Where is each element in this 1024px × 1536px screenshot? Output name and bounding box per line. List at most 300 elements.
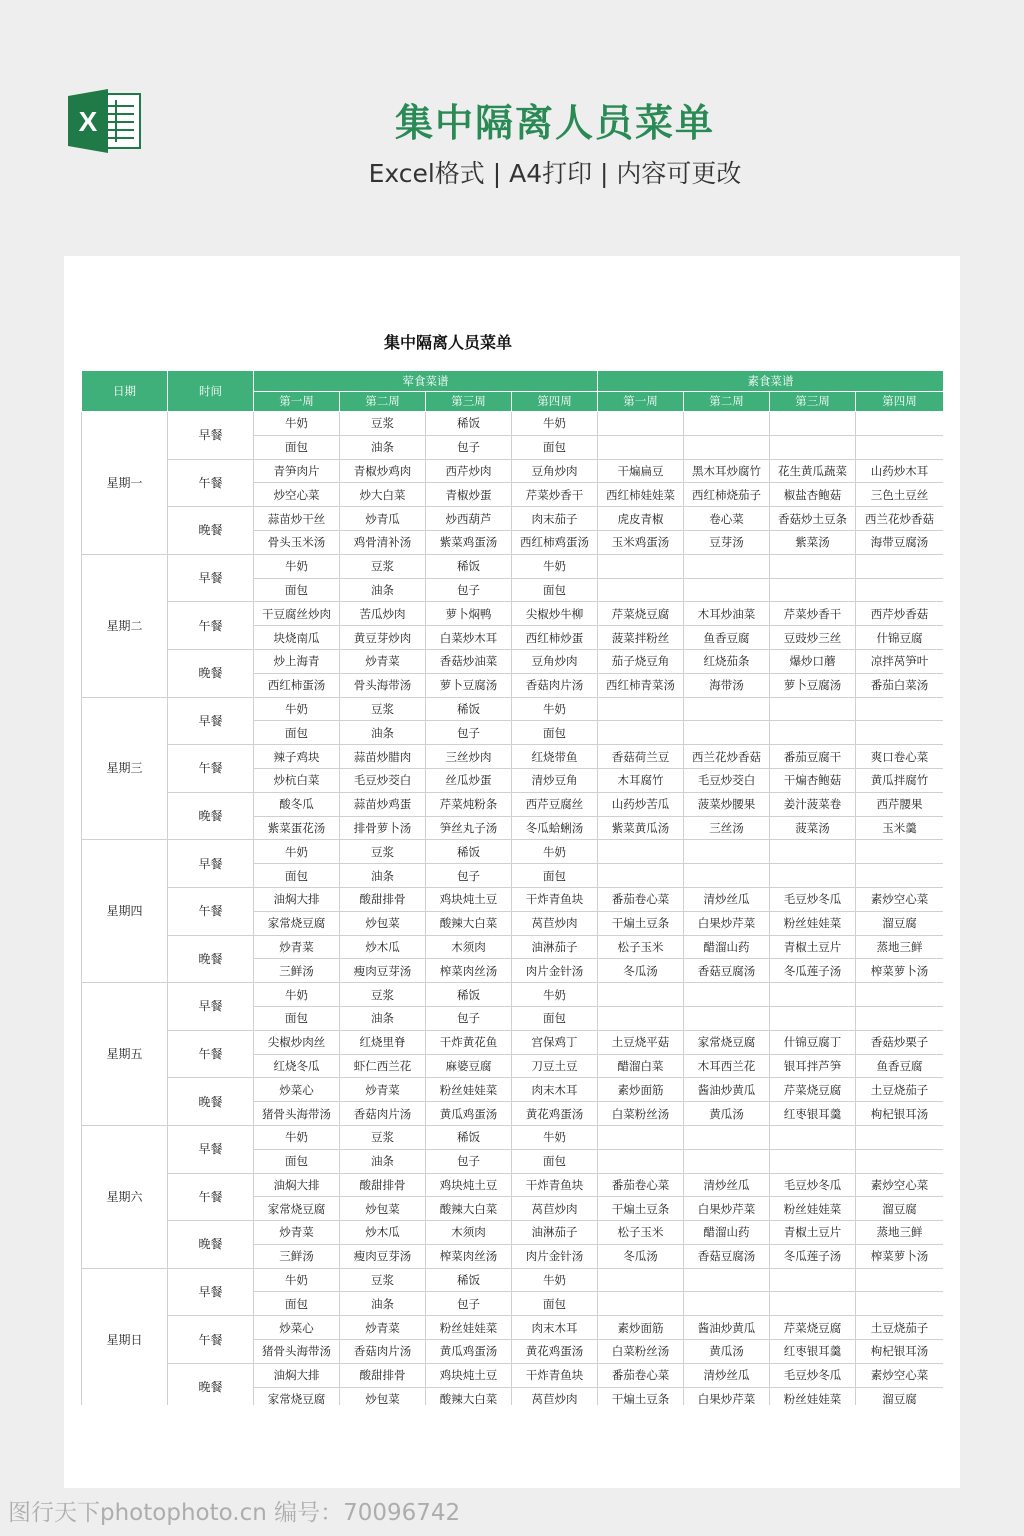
dish-cell[interactable]	[684, 1292, 770, 1316]
dish-cell[interactable]: 包子	[426, 864, 512, 888]
dish-cell[interactable]: 三丝炒肉	[426, 745, 512, 769]
dish-cell[interactable]: 面包	[254, 435, 340, 459]
dish-cell[interactable]: 黄瓜鸡蛋汤	[426, 1340, 512, 1364]
dish-cell[interactable]: 榨菜肉丝汤	[426, 959, 512, 983]
dish-cell[interactable]	[856, 412, 944, 436]
dish-cell[interactable]	[598, 1149, 684, 1173]
dish-cell[interactable]: 三鲜汤	[254, 1244, 340, 1268]
dish-cell[interactable]: 豆浆	[340, 983, 426, 1007]
dish-cell[interactable]: 肉片金针汤	[512, 959, 598, 983]
dish-cell[interactable]: 木须肉	[426, 935, 512, 959]
dish-cell[interactable]: 红烧里脊	[340, 1030, 426, 1054]
dish-cell[interactable]: 蒜苗炒鸡蛋	[340, 792, 426, 816]
dish-cell[interactable]: 炒大白菜	[340, 483, 426, 507]
dish-cell[interactable]	[770, 721, 856, 745]
dish-cell[interactable]: 刀豆土豆	[512, 1054, 598, 1078]
dish-cell[interactable]: 牛奶	[254, 840, 340, 864]
dish-cell[interactable]: 香菇肉片汤	[512, 673, 598, 697]
dish-cell[interactable]: 骨头玉米汤	[254, 530, 340, 554]
dish-cell[interactable]: 白菜粉丝汤	[598, 1340, 684, 1364]
dish-cell[interactable]: 面包	[512, 435, 598, 459]
dish-cell[interactable]: 黑木耳炒腐竹	[684, 459, 770, 483]
dish-cell[interactable]: 炒青菜	[340, 649, 426, 673]
dish-cell[interactable]: 肉片金针汤	[512, 1244, 598, 1268]
dish-cell[interactable]: 油条	[340, 721, 426, 745]
dish-cell[interactable]: 炒菜心	[254, 1316, 340, 1340]
dish-cell[interactable]	[684, 1268, 770, 1292]
dish-cell[interactable]: 西芹腰果	[856, 792, 944, 816]
dish-cell[interactable]	[684, 840, 770, 864]
dish-cell[interactable]: 面包	[512, 1292, 598, 1316]
dish-cell[interactable]: 醋溜山药	[684, 935, 770, 959]
dish-cell[interactable]: 番茄白菜汤	[856, 673, 944, 697]
dish-cell[interactable]: 牛奶	[512, 554, 598, 578]
dish-cell[interactable]: 面包	[512, 1006, 598, 1030]
dish-cell[interactable]: 玉米羹	[856, 816, 944, 840]
dish-cell[interactable]: 干炸青鱼块	[512, 1363, 598, 1387]
dish-cell[interactable]: 清炒丝瓜	[684, 1173, 770, 1197]
dish-cell[interactable]	[856, 435, 944, 459]
dish-cell[interactable]: 素炒面筋	[598, 1316, 684, 1340]
dish-cell[interactable]: 丝瓜炒蛋	[426, 768, 512, 792]
dish-cell[interactable]: 干煸杏鲍菇	[770, 768, 856, 792]
dish-cell[interactable]: 家常烧豆腐	[254, 911, 340, 935]
dish-cell[interactable]: 黄花鸡蛋汤	[512, 1340, 598, 1364]
dish-cell[interactable]: 豆浆	[340, 412, 426, 436]
dish-cell[interactable]: 红烧冬瓜	[254, 1054, 340, 1078]
dish-cell[interactable]: 麻婆豆腐	[426, 1054, 512, 1078]
dish-cell[interactable]	[770, 864, 856, 888]
dish-cell[interactable]: 香菇肉片汤	[340, 1102, 426, 1126]
dish-cell[interactable]: 豆浆	[340, 1268, 426, 1292]
dish-cell[interactable]: 面包	[512, 578, 598, 602]
dish-cell[interactable]: 萝卜焖鸭	[426, 602, 512, 626]
dish-cell[interactable]: 土豆烧茄子	[856, 1316, 944, 1340]
dish-cell[interactable]: 青椒炒蛋	[426, 483, 512, 507]
dish-cell[interactable]	[598, 1292, 684, 1316]
dish-cell[interactable]: 面包	[254, 578, 340, 602]
dish-cell[interactable]: 辣子鸡块	[254, 745, 340, 769]
dish-cell[interactable]: 包子	[426, 578, 512, 602]
dish-cell[interactable]: 黄瓜拌腐竹	[856, 768, 944, 792]
dish-cell[interactable]: 稀饭	[426, 983, 512, 1007]
dish-cell[interactable]: 肉末木耳	[512, 1316, 598, 1340]
dish-cell[interactable]: 莴苣炒肉	[512, 1387, 598, 1405]
dish-cell[interactable]	[856, 1149, 944, 1173]
dish-cell[interactable]: 卷心菜	[684, 507, 770, 531]
dish-cell[interactable]: 稀饭	[426, 412, 512, 436]
dish-cell[interactable]: 醋溜山药	[684, 1221, 770, 1245]
dish-cell[interactable]: 排骨萝卜汤	[340, 816, 426, 840]
dish-cell[interactable]: 冬瓜蛤蜊汤	[512, 816, 598, 840]
dish-cell[interactable]: 香菇炒栗子	[856, 1030, 944, 1054]
dish-cell[interactable]	[598, 697, 684, 721]
dish-cell[interactable]	[770, 1292, 856, 1316]
dish-cell[interactable]: 芹菜炒香干	[512, 483, 598, 507]
dish-cell[interactable]: 黄豆芽炒肉	[340, 626, 426, 650]
dish-cell[interactable]: 凉拌莴笋叶	[856, 649, 944, 673]
dish-cell[interactable]: 油条	[340, 435, 426, 459]
dish-cell[interactable]: 毛豆炒冬瓜	[770, 1173, 856, 1197]
dish-cell[interactable]: 冬瓜莲子汤	[770, 1244, 856, 1268]
dish-cell[interactable]: 牛奶	[512, 983, 598, 1007]
dish-cell[interactable]: 爽口卷心菜	[856, 745, 944, 769]
dish-cell[interactable]	[770, 412, 856, 436]
dish-cell[interactable]: 木耳炒油菜	[684, 602, 770, 626]
dish-cell[interactable]: 酸辣大白菜	[426, 1387, 512, 1405]
dish-cell[interactable]: 玉米鸡蛋汤	[598, 530, 684, 554]
dish-cell[interactable]: 稀饭	[426, 554, 512, 578]
dish-cell[interactable]: 粉丝娃娃菜	[770, 911, 856, 935]
dish-cell[interactable]: 菠菜炒腰果	[684, 792, 770, 816]
dish-cell[interactable]: 番茄豆腐干	[770, 745, 856, 769]
dish-cell[interactable]: 酱油炒黄瓜	[684, 1316, 770, 1340]
dish-cell[interactable]	[856, 1125, 944, 1149]
dish-cell[interactable]: 茄子烧豆角	[598, 649, 684, 673]
dish-cell[interactable]: 蒸地三鲜	[856, 935, 944, 959]
dish-cell[interactable]: 炒青菜	[340, 1316, 426, 1340]
dish-cell[interactable]: 冬瓜汤	[598, 959, 684, 983]
dish-cell[interactable]: 清炒豆角	[512, 768, 598, 792]
dish-cell[interactable]: 稀饭	[426, 840, 512, 864]
dish-cell[interactable]: 番茄卷心菜	[598, 1173, 684, 1197]
dish-cell[interactable]: 干炸青鱼块	[512, 1173, 598, 1197]
dish-cell[interactable]: 干豆腐丝炒肉	[254, 602, 340, 626]
dish-cell[interactable]: 木耳西兰花	[684, 1054, 770, 1078]
dish-cell[interactable]: 海带汤	[684, 673, 770, 697]
dish-cell[interactable]: 姜汁菠菜卷	[770, 792, 856, 816]
dish-cell[interactable]: 榨菜肉丝汤	[426, 1244, 512, 1268]
dish-cell[interactable]: 蒸地三鲜	[856, 1221, 944, 1245]
dish-cell[interactable]: 尖椒炒牛柳	[512, 602, 598, 626]
dish-cell[interactable]: 毛豆炒冬瓜	[770, 1363, 856, 1387]
dish-cell[interactable]: 番茄卷心菜	[598, 887, 684, 911]
dish-cell[interactable]: 鱼香豆腐	[684, 626, 770, 650]
dish-cell[interactable]: 粉丝娃娃菜	[426, 1078, 512, 1102]
dish-cell[interactable]: 西红柿烧茄子	[684, 483, 770, 507]
dish-cell[interactable]	[684, 697, 770, 721]
dish-cell[interactable]: 笋丝丸子汤	[426, 816, 512, 840]
dish-cell[interactable]: 香菇荷兰豆	[598, 745, 684, 769]
dish-cell[interactable]: 炒空心菜	[254, 483, 340, 507]
dish-cell[interactable]: 醋溜白菜	[598, 1054, 684, 1078]
dish-cell[interactable]	[856, 983, 944, 1007]
dish-cell[interactable]: 萝卜豆腐汤	[426, 673, 512, 697]
dish-cell[interactable]: 面包	[254, 864, 340, 888]
dish-cell[interactable]: 毛豆炒冬瓜	[770, 887, 856, 911]
dish-cell[interactable]: 炒包菜	[340, 1197, 426, 1221]
dish-cell[interactable]: 西兰花炒香菇	[684, 745, 770, 769]
dish-cell[interactable]: 什锦豆腐	[856, 626, 944, 650]
dish-cell[interactable]: 面包	[512, 864, 598, 888]
dish-cell[interactable]: 油焖大排	[254, 1173, 340, 1197]
dish-cell[interactable]: 素炒面筋	[598, 1078, 684, 1102]
dish-cell[interactable]: 紫菜鸡蛋汤	[426, 530, 512, 554]
dish-cell[interactable]	[856, 697, 944, 721]
dish-cell[interactable]: 油淋茄子	[512, 935, 598, 959]
dish-cell[interactable]: 油条	[340, 1292, 426, 1316]
dish-cell[interactable]: 西兰花炒香菇	[856, 507, 944, 531]
dish-cell[interactable]	[856, 1006, 944, 1030]
dish-cell[interactable]: 白菜粉丝汤	[598, 1102, 684, 1126]
dish-cell[interactable]: 炒杭白菜	[254, 768, 340, 792]
dish-cell[interactable]	[684, 578, 770, 602]
dish-cell[interactable]: 豆浆	[340, 554, 426, 578]
dish-cell[interactable]	[856, 721, 944, 745]
dish-cell[interactable]	[770, 578, 856, 602]
dish-cell[interactable]: 虾仁西兰花	[340, 1054, 426, 1078]
dish-cell[interactable]: 西红柿娃娃菜	[598, 483, 684, 507]
dish-cell[interactable]: 牛奶	[512, 840, 598, 864]
dish-cell[interactable]: 油条	[340, 1006, 426, 1030]
dish-cell[interactable]: 豆角炒肉	[512, 649, 598, 673]
dish-cell[interactable]: 干炸青鱼块	[512, 887, 598, 911]
dish-cell[interactable]: 炒木瓜	[340, 935, 426, 959]
dish-cell[interactable]: 炒菜心	[254, 1078, 340, 1102]
dish-cell[interactable]: 香菇肉片汤	[340, 1340, 426, 1364]
dish-cell[interactable]: 苦瓜炒肉	[340, 602, 426, 626]
dish-cell[interactable]: 稀饭	[426, 1268, 512, 1292]
dish-cell[interactable]: 炒青瓜	[340, 507, 426, 531]
dish-cell[interactable]: 椒盐杏鲍菇	[770, 483, 856, 507]
dish-cell[interactable]: 粉丝娃娃菜	[426, 1316, 512, 1340]
dish-cell[interactable]: 鸡块炖土豆	[426, 1363, 512, 1387]
dish-cell[interactable]: 油条	[340, 1149, 426, 1173]
dish-cell[interactable]: 猪骨头海带汤	[254, 1102, 340, 1126]
dish-cell[interactable]: 西红柿炒蛋	[512, 626, 598, 650]
dish-cell[interactable]: 花生黄瓜蔬菜	[770, 459, 856, 483]
dish-cell[interactable]: 骨头海带汤	[340, 673, 426, 697]
dish-cell[interactable]: 鱼香豆腐	[856, 1054, 944, 1078]
dish-cell[interactable]: 青椒土豆片	[770, 935, 856, 959]
dish-cell[interactable]	[684, 864, 770, 888]
dish-cell[interactable]: 虎皮青椒	[598, 507, 684, 531]
dish-cell[interactable]: 白果炒芹菜	[684, 911, 770, 935]
dish-cell[interactable]: 西芹炒肉	[426, 459, 512, 483]
dish-cell[interactable]	[856, 864, 944, 888]
dish-cell[interactable]: 莴苣炒肉	[512, 1197, 598, 1221]
dish-cell[interactable]	[598, 840, 684, 864]
dish-cell[interactable]: 豆芽汤	[684, 530, 770, 554]
dish-cell[interactable]	[684, 1125, 770, 1149]
dish-cell[interactable]: 素炒空心菜	[856, 1363, 944, 1387]
dish-cell[interactable]: 素炒空心菜	[856, 887, 944, 911]
dish-cell[interactable]	[598, 721, 684, 745]
dish-cell[interactable]	[770, 1268, 856, 1292]
dish-cell[interactable]	[684, 554, 770, 578]
dish-cell[interactable]: 紫菜黄瓜汤	[598, 816, 684, 840]
dish-cell[interactable]: 油焖大排	[254, 1363, 340, 1387]
dish-cell[interactable]: 青笋肉片	[254, 459, 340, 483]
dish-cell[interactable]: 瘦肉豆芽汤	[340, 959, 426, 983]
dish-cell[interactable]: 榨菜萝卜汤	[856, 1244, 944, 1268]
dish-cell[interactable]: 毛豆炒茭白	[684, 768, 770, 792]
dish-cell[interactable]: 酱油炒黄瓜	[684, 1078, 770, 1102]
dish-cell[interactable]: 白菜炒木耳	[426, 626, 512, 650]
dish-cell[interactable]: 冬瓜汤	[598, 1244, 684, 1268]
dish-cell[interactable]: 酸甜排骨	[340, 1363, 426, 1387]
dish-cell[interactable]: 溜豆腐	[856, 1387, 944, 1405]
dish-cell[interactable]: 炒包菜	[340, 1387, 426, 1405]
dish-cell[interactable]	[684, 721, 770, 745]
dish-cell[interactable]: 白果炒芹菜	[684, 1197, 770, 1221]
dish-cell[interactable]	[598, 864, 684, 888]
dish-cell[interactable]	[598, 578, 684, 602]
dish-cell[interactable]	[598, 412, 684, 436]
dish-cell[interactable]: 山药炒木耳	[856, 459, 944, 483]
dish-cell[interactable]: 牛奶	[512, 1268, 598, 1292]
dish-cell[interactable]: 猪骨头海带汤	[254, 1340, 340, 1364]
dish-cell[interactable]: 红枣银耳羹	[770, 1340, 856, 1364]
dish-cell[interactable]: 包子	[426, 1149, 512, 1173]
dish-cell[interactable]	[856, 1292, 944, 1316]
dish-cell[interactable]: 家常烧豆腐	[684, 1030, 770, 1054]
dish-cell[interactable]: 芹菜炒香干	[770, 602, 856, 626]
dish-cell[interactable]	[598, 435, 684, 459]
dish-cell[interactable]	[770, 1006, 856, 1030]
dish-cell[interactable]: 酸辣大白菜	[426, 1197, 512, 1221]
dish-cell[interactable]: 青椒炒鸡肉	[340, 459, 426, 483]
dish-cell[interactable]: 枸杞银耳汤	[856, 1102, 944, 1126]
dish-cell[interactable]: 黄花鸡蛋汤	[512, 1102, 598, 1126]
dish-cell[interactable]	[856, 554, 944, 578]
dish-cell[interactable]	[684, 435, 770, 459]
dish-cell[interactable]: 豆角炒肉	[512, 459, 598, 483]
dish-cell[interactable]: 香菇豆腐汤	[684, 959, 770, 983]
dish-cell[interactable]	[684, 412, 770, 436]
dish-cell[interactable]: 爆炒口蘑	[770, 649, 856, 673]
dish-cell[interactable]: 油条	[340, 864, 426, 888]
dish-cell[interactable]: 素炒空心菜	[856, 1173, 944, 1197]
dish-cell[interactable]: 包子	[426, 1292, 512, 1316]
dish-cell[interactable]: 西红柿蛋汤	[254, 673, 340, 697]
dish-cell[interactable]: 银耳拌芦笋	[770, 1054, 856, 1078]
dish-cell[interactable]: 冬瓜莲子汤	[770, 959, 856, 983]
dish-cell[interactable]: 肉末茄子	[512, 507, 598, 531]
dish-cell[interactable]: 牛奶	[512, 697, 598, 721]
dish-cell[interactable]: 牛奶	[512, 1125, 598, 1149]
dish-cell[interactable]: 炒木瓜	[340, 1221, 426, 1245]
dish-cell[interactable]: 面包	[512, 1149, 598, 1173]
dish-cell[interactable]: 干炸黄花鱼	[426, 1030, 512, 1054]
dish-cell[interactable]	[856, 1268, 944, 1292]
dish-cell[interactable]: 木须肉	[426, 1221, 512, 1245]
dish-cell[interactable]	[770, 983, 856, 1007]
dish-cell[interactable]: 紫菜汤	[770, 530, 856, 554]
dish-cell[interactable]	[598, 1268, 684, 1292]
dish-cell[interactable]: 蒜苗炒干丝	[254, 507, 340, 531]
dish-cell[interactable]: 鸡块炖土豆	[426, 1173, 512, 1197]
dish-cell[interactable]: 牛奶	[254, 1268, 340, 1292]
dish-cell[interactable]: 牛奶	[254, 697, 340, 721]
dish-cell[interactable]	[598, 983, 684, 1007]
dish-cell[interactable]: 清炒丝瓜	[684, 887, 770, 911]
dish-cell[interactable]: 香菇豆腐汤	[684, 1244, 770, 1268]
dish-cell[interactable]: 番茄卷心菜	[598, 1363, 684, 1387]
dish-cell[interactable]: 酸辣大白菜	[426, 911, 512, 935]
dish-cell[interactable]: 粉丝娃娃菜	[770, 1387, 856, 1405]
dish-cell[interactable]: 芹菜烧豆腐	[598, 602, 684, 626]
dish-cell[interactable]: 包子	[426, 721, 512, 745]
dish-cell[interactable]: 炒西葫芦	[426, 507, 512, 531]
dish-cell[interactable]: 红烧带鱼	[512, 745, 598, 769]
dish-cell[interactable]: 肉末木耳	[512, 1078, 598, 1102]
dish-cell[interactable]: 菠菜汤	[770, 816, 856, 840]
dish-cell[interactable]: 豆豉炒三丝	[770, 626, 856, 650]
dish-cell[interactable]: 莴苣炒肉	[512, 911, 598, 935]
dish-cell[interactable]: 三色土豆丝	[856, 483, 944, 507]
dish-cell[interactable]: 松子玉米	[598, 1221, 684, 1245]
dish-cell[interactable]: 黄瓜鸡蛋汤	[426, 1102, 512, 1126]
dish-cell[interactable]	[770, 1149, 856, 1173]
dish-cell[interactable]: 稀饭	[426, 1125, 512, 1149]
dish-cell[interactable]: 豆浆	[340, 1125, 426, 1149]
dish-cell[interactable]: 酸甜排骨	[340, 1173, 426, 1197]
dish-cell[interactable]: 油淋茄子	[512, 1221, 598, 1245]
dish-cell[interactable]: 面包	[254, 1149, 340, 1173]
dish-cell[interactable]: 块烧南瓜	[254, 626, 340, 650]
dish-cell[interactable]: 青椒土豆片	[770, 1221, 856, 1245]
dish-cell[interactable]: 溜豆腐	[856, 911, 944, 935]
dish-cell[interactable]: 松子玉米	[598, 935, 684, 959]
dish-cell[interactable]: 鸡块炖土豆	[426, 887, 512, 911]
dish-cell[interactable]: 豆浆	[340, 697, 426, 721]
dish-cell[interactable]: 炒青菜	[254, 1221, 340, 1245]
dish-cell[interactable]: 三鲜汤	[254, 959, 340, 983]
dish-cell[interactable]: 油条	[340, 578, 426, 602]
dish-cell[interactable]: 枸杞银耳汤	[856, 1340, 944, 1364]
dish-cell[interactable]	[598, 554, 684, 578]
dish-cell[interactable]: 萝卜豆腐汤	[770, 673, 856, 697]
dish-cell[interactable]	[856, 840, 944, 864]
dish-cell[interactable]: 香菇炒油菜	[426, 649, 512, 673]
dish-cell[interactable]: 土豆烧茄子	[856, 1078, 944, 1102]
dish-cell[interactable]: 家常烧豆腐	[254, 1387, 340, 1405]
dish-cell[interactable]: 炒青菜	[254, 935, 340, 959]
dish-cell[interactable]: 包子	[426, 1006, 512, 1030]
dish-cell[interactable]: 面包	[254, 1006, 340, 1030]
dish-cell[interactable]: 红烧茄条	[684, 649, 770, 673]
dish-cell[interactable]: 包子	[426, 435, 512, 459]
dish-cell[interactable]: 炒青菜	[340, 1078, 426, 1102]
dish-cell[interactable]	[856, 578, 944, 602]
dish-cell[interactable]: 三丝汤	[684, 816, 770, 840]
dish-cell[interactable]: 粉丝娃娃菜	[770, 1197, 856, 1221]
dish-cell[interactable]: 家常烧豆腐	[254, 1197, 340, 1221]
dish-cell[interactable]: 稀饭	[426, 697, 512, 721]
dish-cell[interactable]: 牛奶	[254, 412, 340, 436]
dish-cell[interactable]: 牛奶	[254, 1125, 340, 1149]
dish-cell[interactable]	[684, 983, 770, 1007]
dish-cell[interactable]	[770, 697, 856, 721]
dish-cell[interactable]: 黄瓜汤	[684, 1102, 770, 1126]
dish-cell[interactable]: 干煸土豆条	[598, 911, 684, 935]
dish-cell[interactable]	[684, 1006, 770, 1030]
dish-cell[interactable]: 炒上海青	[254, 649, 340, 673]
dish-cell[interactable]: 芹菜烧豆腐	[770, 1078, 856, 1102]
dish-cell[interactable]: 宫保鸡丁	[512, 1030, 598, 1054]
dish-cell[interactable]: 面包	[254, 721, 340, 745]
dish-cell[interactable]	[598, 1125, 684, 1149]
dish-cell[interactable]: 榨菜萝卜汤	[856, 959, 944, 983]
dish-cell[interactable]: 黄瓜汤	[684, 1340, 770, 1364]
dish-cell[interactable]	[684, 1149, 770, 1173]
dish-cell[interactable]	[598, 1006, 684, 1030]
dish-cell[interactable]: 溜豆腐	[856, 1197, 944, 1221]
dish-cell[interactable]	[770, 840, 856, 864]
dish-cell[interactable]: 面包	[254, 1292, 340, 1316]
dish-cell[interactable]: 菠菜拌粉丝	[598, 626, 684, 650]
